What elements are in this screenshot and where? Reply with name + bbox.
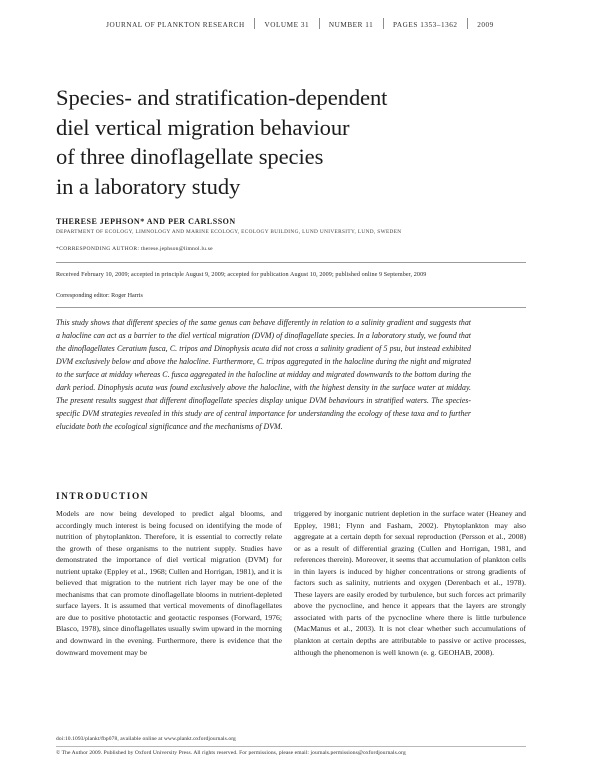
footer-divider bbox=[56, 746, 526, 747]
doi-line[interactable]: doi:10.1093/plankt/fbp078, available online at www.plankt.oxfordjournals.org bbox=[56, 736, 236, 742]
masthead-divider bbox=[254, 18, 255, 29]
masthead-divider bbox=[467, 18, 468, 29]
masthead-volume: VOLUME 31 bbox=[264, 21, 310, 29]
corresponding-author-note bbox=[56, 246, 526, 252]
author-affiliation: DEPARTMENT OF ECOLOGY, LIMNOLOGY AND MARINE ECOLOGY, ECOLOGY BUILDING, LUND UNIVERSITY, LUND, SWEDEN bbox=[56, 229, 402, 235]
abstract-text: This study shows that different species of the same genus can behave differently in relation to a salinity gradient and suggests that a halocline can act as a barrier to the diel vertical migration (DVM) of dinoflagellate species. In a laboratory study, we found that the dinoflagellates Ceratium fusca, C. tripos and Dinophysis acuta did not cross a salinity gradient of 5 psu, but instead exhibited DVM exclusively below and above the halocline. Furthermore, C. tripos aggregated in the halocline during the night and migrated to the surface at midday whereas C. fusca aggregated in the halocline at midday and migrated downwards to the bottom during the dark period. Dinophysis acuta was found exclusively above the halocline, with the highest density in the surface water at midday. The present results suggest that different dinoflagellate species display unique DVM behaviours in stratified waters. The species-specific DVM strategies revealed in this study are of central importance for understanding the ecology of these taxa and to further elucidate both the ecological significance and the mechanisms of DVM. bbox=[56, 318, 471, 431]
masthead-journal-name: JOURNAL OF PLANKTON RESEARCH bbox=[106, 21, 245, 29]
article-title-line-1: Species- and stratification-dependent bbox=[56, 85, 388, 111]
corresponding-author-email[interactable]: therese.jephson@limnol.lu.se bbox=[141, 246, 213, 252]
article-title-line-4: in a laboratory study bbox=[56, 173, 241, 199]
copyright-line: © The Author 2009. Published by Oxford University Press. All rights reserved. For permissions, please email: journals.permissions@oxfordjournals.org bbox=[56, 750, 406, 756]
divider-below-editor bbox=[56, 307, 526, 308]
introduction-column-right: triggered by inorganic nutrient depletion in the surface water (Heaney and Eppley, 1981; Flynn and Fasham, 2002). Phytoplankton may also aggregate at a certain depth for sexual reproduction (Persson et al., 2008) or as a result of differential grazing (Cullen and Horrigan, 1981, and references therein). Moreover, it seems that accumulation of plankton cells in thin layers is induced by higher concentrations or strong gradients of factors such as salinity, nutrients and oxygen (Derenbach et al., 1978). These layers are easily eroded by turbulence, but such forces act primarily above the pycnocline, and hence it appears that the layers are strongly associated with parts of the pycnocline where there is little turbulence (MacManus et al., 2003). It is not clear whether such accumulations of plankton at certain depths are attributable to passive or active processes, although the phenomenon is well known (e. g. GEOHAB, 2008). bbox=[294, 509, 526, 657]
handling-editor: Corresponding editor: Roger Harris bbox=[56, 293, 143, 299]
masthead-pages: PAGES 1353–1362 bbox=[393, 21, 458, 29]
publication-history: Received February 10, 2009; accepted in principle August 9, 2009; accepted for publication August 10, 2009; published online 9 September, 2009 bbox=[56, 272, 427, 278]
masthead-number: NUMBER 11 bbox=[328, 21, 374, 29]
article-title bbox=[56, 83, 526, 201]
author-list: THERESE JEPHSON* AND PER CARLSSON bbox=[56, 217, 236, 226]
masthead-year: 2009 bbox=[477, 21, 494, 29]
article-title-line-2: diel vertical migration behaviour bbox=[56, 114, 350, 140]
article-title-line-3: of three dinoflagellate species bbox=[56, 144, 324, 170]
masthead-divider bbox=[319, 18, 320, 29]
section-heading-introduction: INTRODUCTION bbox=[56, 491, 149, 502]
corresponding-author-label: *CORRESPONDING AUTHOR: bbox=[56, 246, 140, 252]
masthead-divider bbox=[383, 18, 384, 29]
divider-above-dates bbox=[56, 262, 526, 263]
journal-masthead bbox=[0, 18, 600, 29]
introduction-column-left: Models are now being developed to predict algal blooms, and accordingly much interest is being focused on identifying the mode of nutrition of phytoplankton. Therefore, it is essential to correctly relate the growth of these organisms to the nutrient supply. Studies have demonstrated the importance of diel vertical migration (DVM) for nutrient uptake (Eppley et al., 1968; Cullen and Horrigan, 1981), and it is believed that migration to the nutrient rich layer may be one of the mechanisms that can promote dinoflagellate blooms in nutrient-depleted surface layers. It is assumed that vertical movements of dinoflagellates are due to positive phototactic and geotactic responses (Forward, 1976; Blasco, 1978), since dinoflagellates usually swim upward in the morning and downward in the evening. Furthermore, there is evidence that the downward movement may be bbox=[56, 509, 282, 657]
